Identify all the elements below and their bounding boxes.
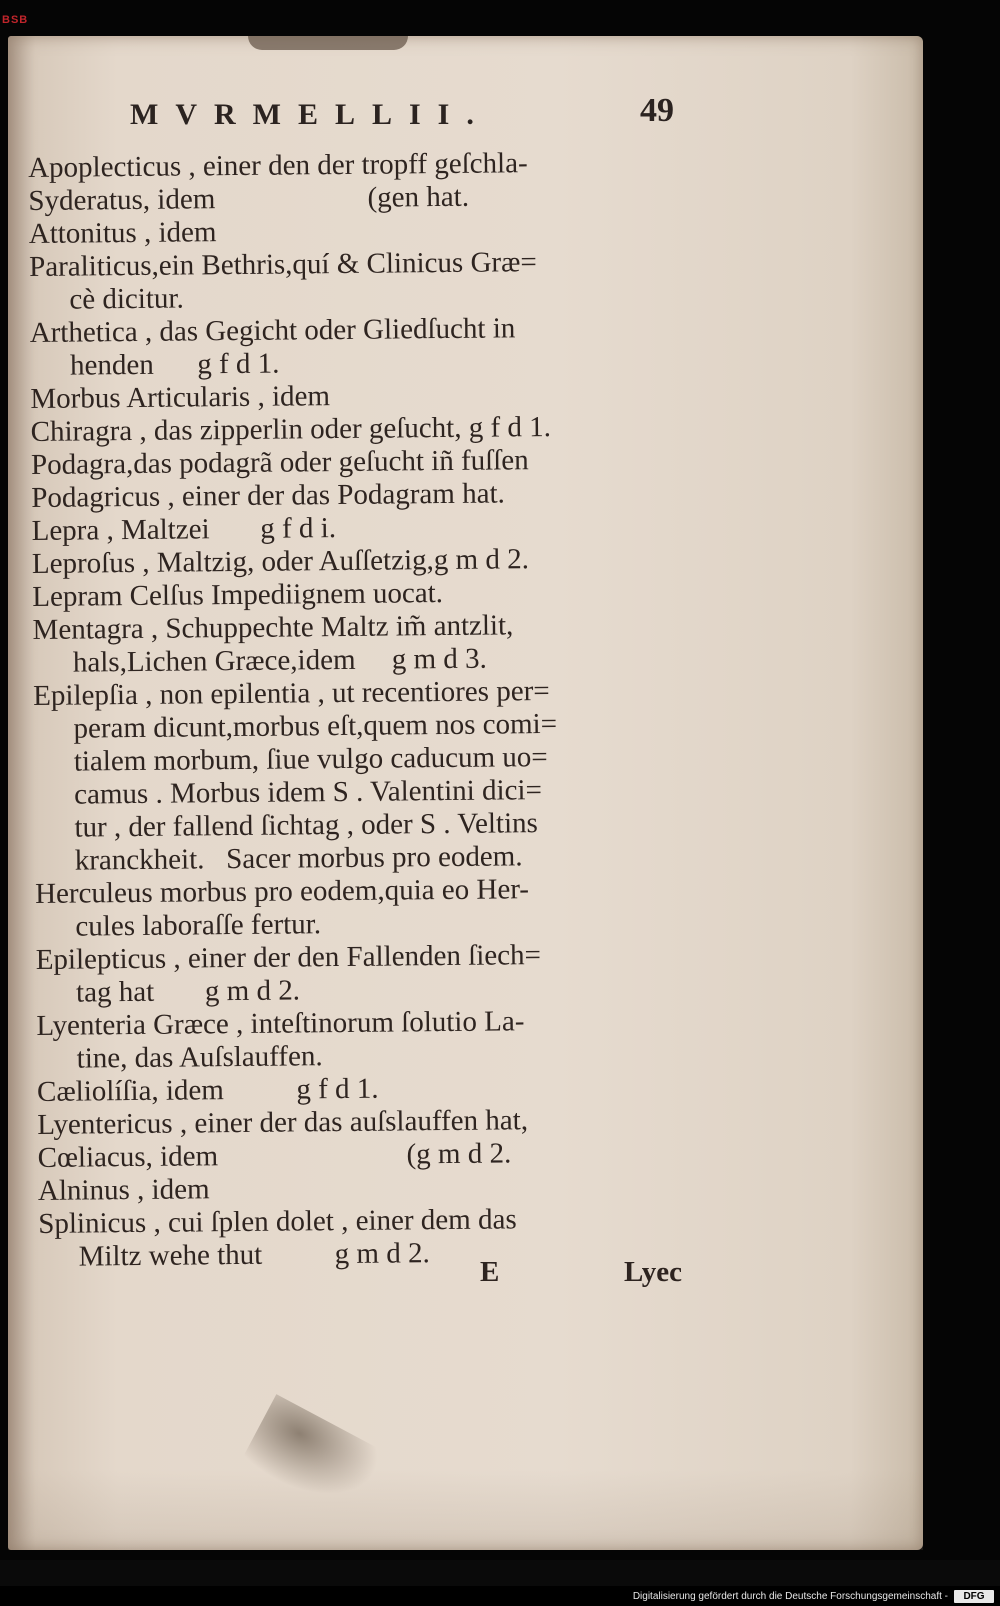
- text-line: Podagricus , einer der das Podagram hat.: [31, 477, 505, 514]
- text-line: Leproſus , Maltzig, oder Auſſetzig,g m d 2.: [31, 543, 530, 580]
- text-line: camus . Morbus idem S . Valentini dici=: [74, 774, 543, 811]
- text-line: Mentagra , Schuppechte Maltz im̃ antzlit,: [32, 609, 514, 646]
- dfg-logo: DFG: [954, 1590, 994, 1603]
- text-line: tialem morbum, ſiue vulgo caducum uo=: [73, 741, 548, 778]
- text-line: Syderatus, idem (gen hat.: [28, 180, 470, 217]
- text-line: Arthetica , das Gegicht oder Gliedſucht in: [29, 312, 516, 349]
- signature-mark: E: [480, 1256, 500, 1288]
- page-foot: [28, 1256, 718, 1292]
- text-line: Miltz wehe thut g m d 2.: [78, 1237, 430, 1273]
- text-line: tine, das Auſslauffen.: [76, 1040, 323, 1075]
- page-number: 49: [640, 92, 674, 129]
- text-line: Paraliticus,ein Bethris,quí & Clinicus Græ=: [28, 246, 537, 283]
- catchword: Lyec: [624, 1256, 682, 1288]
- text-line: henden g f d 1.: [69, 347, 280, 382]
- text-line: Cæliolíſia, idem g f d 1.: [36, 1072, 379, 1108]
- text-line: Lyentericus , einer der das auſslauffen hat,: [37, 1104, 529, 1141]
- text-line: Lyenteria Græce , inteſtinorum ſolutio La-: [36, 1005, 525, 1042]
- text-line: Herculeus morbus pro eodem,quia eo Her-: [34, 873, 530, 910]
- text-line: Apoplecticus , einer den der tropff geſchla-: [28, 147, 528, 184]
- text-line: Epilepſia , non epilentia , ut recentiores per=: [33, 675, 550, 712]
- footer-credit: Digitalisierung gefördert durch die Deutsche Forschungsgemeinschaft -: [632, 1591, 948, 1602]
- text-line: Splinicus , cui ſplen dolet , einer dem das: [38, 1203, 517, 1240]
- text-line: Lepram Celſus Impediignem uocat.: [32, 577, 444, 613]
- text-line: Attonitus , idem: [28, 216, 217, 250]
- text-line: Lepra , Maltzei g f d i.: [31, 512, 337, 547]
- running-head: MVRMELLII.: [130, 98, 491, 131]
- text-line: Podagra,das podagrã oder geſucht iñ fuſſen: [30, 444, 529, 481]
- text-line: kranckheit. Sacer morbus pro eodem.: [74, 840, 523, 877]
- text-line: Cœliacus, idem (g m d 2.: [37, 1137, 512, 1174]
- text-line: tag hat g m d 2.: [75, 974, 301, 1009]
- text-line: hals,Lichen Græce,idem g m d 3.: [72, 642, 488, 679]
- text-line: Alninus , idem: [37, 1173, 210, 1207]
- text-line: cè dicitur.: [69, 282, 184, 316]
- library-mark: BSB: [2, 14, 29, 26]
- page-top-damage: [248, 36, 408, 50]
- text-line: Epilepticus , einer der den Fallenden ſiech=: [35, 939, 542, 976]
- text-line: cules laboraſſe fertur.: [75, 908, 322, 943]
- text-block: [28, 145, 719, 1273]
- text-line: Morbus Articularis , idem: [30, 380, 331, 415]
- text-line: Chiragra , das zipperlin oder geſucht, g f d 1.: [30, 410, 552, 448]
- text-line: tur , der fallend ſichtag , oder S . Veltins: [74, 807, 538, 844]
- text-line: peram dicunt,morbus eſt,quem nos comi=: [73, 707, 558, 745]
